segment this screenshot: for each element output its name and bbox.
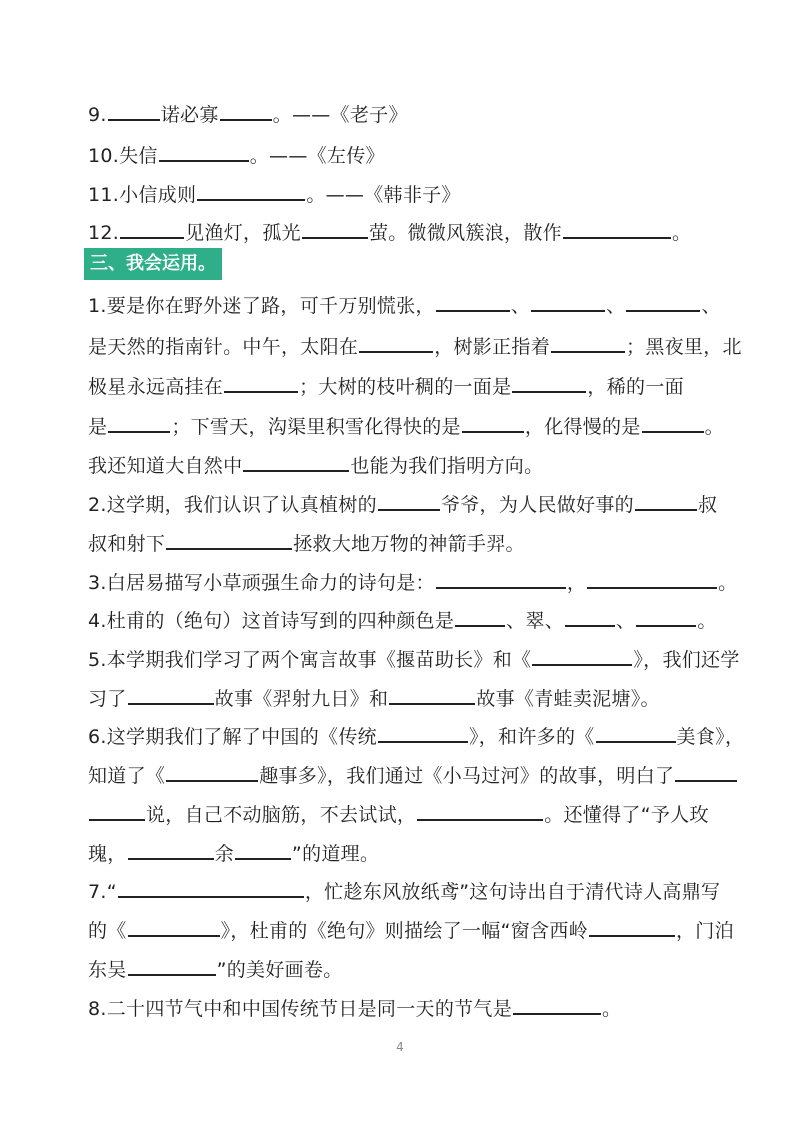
blank[interactable] [118,878,304,898]
blank[interactable] [436,292,510,312]
blank[interactable] [108,413,170,433]
question-10: 10.失信 。——《左传》 [88,142,385,168]
blank[interactable] [532,646,632,666]
blank[interactable] [642,413,704,433]
apply-q1-line1: 1.要是你在野外迷了路，可千万别慌张， 、 、 、 [88,292,721,318]
question-11: 11.小信成则 。——《韩非子》 [88,181,461,207]
apply-q7-line2: 的《 》，杜甫的《绝句》则描绘了一幅“窗含西岭 ，门泊 [88,917,734,943]
blank[interactable] [359,333,433,353]
blank[interactable] [108,101,160,121]
apply-q7-line3: 东吴 ”的美好画卷。 [88,956,343,982]
apply-q6-line2: 知道了《 趣事多》，我们通过《小马过河》的故事，明白了 [88,762,738,788]
section-heading: 三、我会运用。 [84,248,222,280]
blank[interactable] [531,292,605,312]
blank[interactable] [436,569,566,589]
apply-q1-line5: 我还知道大自然中 也能为我们指明方向。 [88,452,543,478]
blank[interactable] [235,840,291,860]
blank[interactable] [512,373,586,393]
apply-q3: 3.白居易描写小草顽强生命力的诗句是： ， 。 [88,569,737,595]
apply-q1-line2: 是天然的指南针。中午，太阳在 ，树影正指着 ；黑夜里，北 [88,333,742,359]
blank[interactable] [128,956,216,976]
apply-q1-line3: 极星永远高挂在 ；大树的枝叶稠的一面是 ，稀的一面 [88,373,684,399]
blank[interactable] [378,723,468,743]
apply-q6-line1: 6.这学期我们了解了中国的《传统 》，和许多的《 美食》， [88,723,744,749]
question-9: 9. 诺必寡 。——《老子》 [88,101,408,127]
blank[interactable] [224,373,298,393]
blank[interactable] [197,181,305,201]
blank[interactable] [513,995,601,1015]
blank[interactable] [166,762,258,782]
blank[interactable] [243,452,349,472]
blank[interactable] [587,569,717,589]
blank[interactable] [120,219,184,239]
apply-q5-line2: 习了 故事《羿射九日》和 故事《青蛙卖泥塘》。 [88,685,660,711]
apply-q4: 4.杜甫的（绝句）这首诗写到的四种颜色是 、翠、 、 。 [88,607,717,633]
apply-q2-line2: 叔和射下 拯救大地万物的神箭手羿。 [88,530,525,556]
apply-q5-line1: 5.本学期我们学习了两个寓言故事《揠苗助长》和《 》，我们还学 [88,646,740,672]
blank[interactable] [378,491,440,511]
blank[interactable] [635,491,697,511]
blank[interactable] [417,801,543,821]
blank[interactable] [128,840,214,860]
question-12: 12. 见渔灯，孤光 萤。微微风簇浪，散作 。 [88,219,691,245]
apply-q2-line1: 2.这学期，我们认识了认真植树的 爷爷，为人民做好事的 叔 [88,491,717,517]
apply-q1-line4: 是 ；下雪天，沟渠里积雪化得快的是 ，化得慢的是 。 [88,413,724,439]
blank[interactable] [89,801,145,821]
blank[interactable] [159,142,249,162]
blank[interactable] [563,219,671,239]
blank[interactable] [389,685,475,705]
blank[interactable] [675,762,737,782]
blank[interactable] [596,723,676,743]
blank[interactable] [626,292,700,312]
blank[interactable] [166,530,292,550]
blank[interactable] [462,413,524,433]
blank[interactable] [551,333,625,353]
blank[interactable] [565,607,615,627]
apply-q6-line4: 瑰， 余 ”的道理。 [88,840,379,866]
blank[interactable] [128,917,220,937]
blank[interactable] [128,685,214,705]
apply-q8: 8.二十四节气中和中国传统节日是同一天的节气是 。 [88,995,621,1021]
blank[interactable] [220,101,272,121]
blank[interactable] [302,219,368,239]
page-number: 4 [396,1040,404,1054]
blank[interactable] [455,607,505,627]
apply-q6-line3: 说，自己不动脑筋，不去试试， 。还懂得了“予人玫 [88,801,709,827]
apply-q7-line1: 7.“ ，忙趁东风放纸鸢”这句诗出自于清代诗人高鼎写 [88,878,720,904]
blank[interactable] [636,607,696,627]
blank[interactable] [589,917,675,937]
